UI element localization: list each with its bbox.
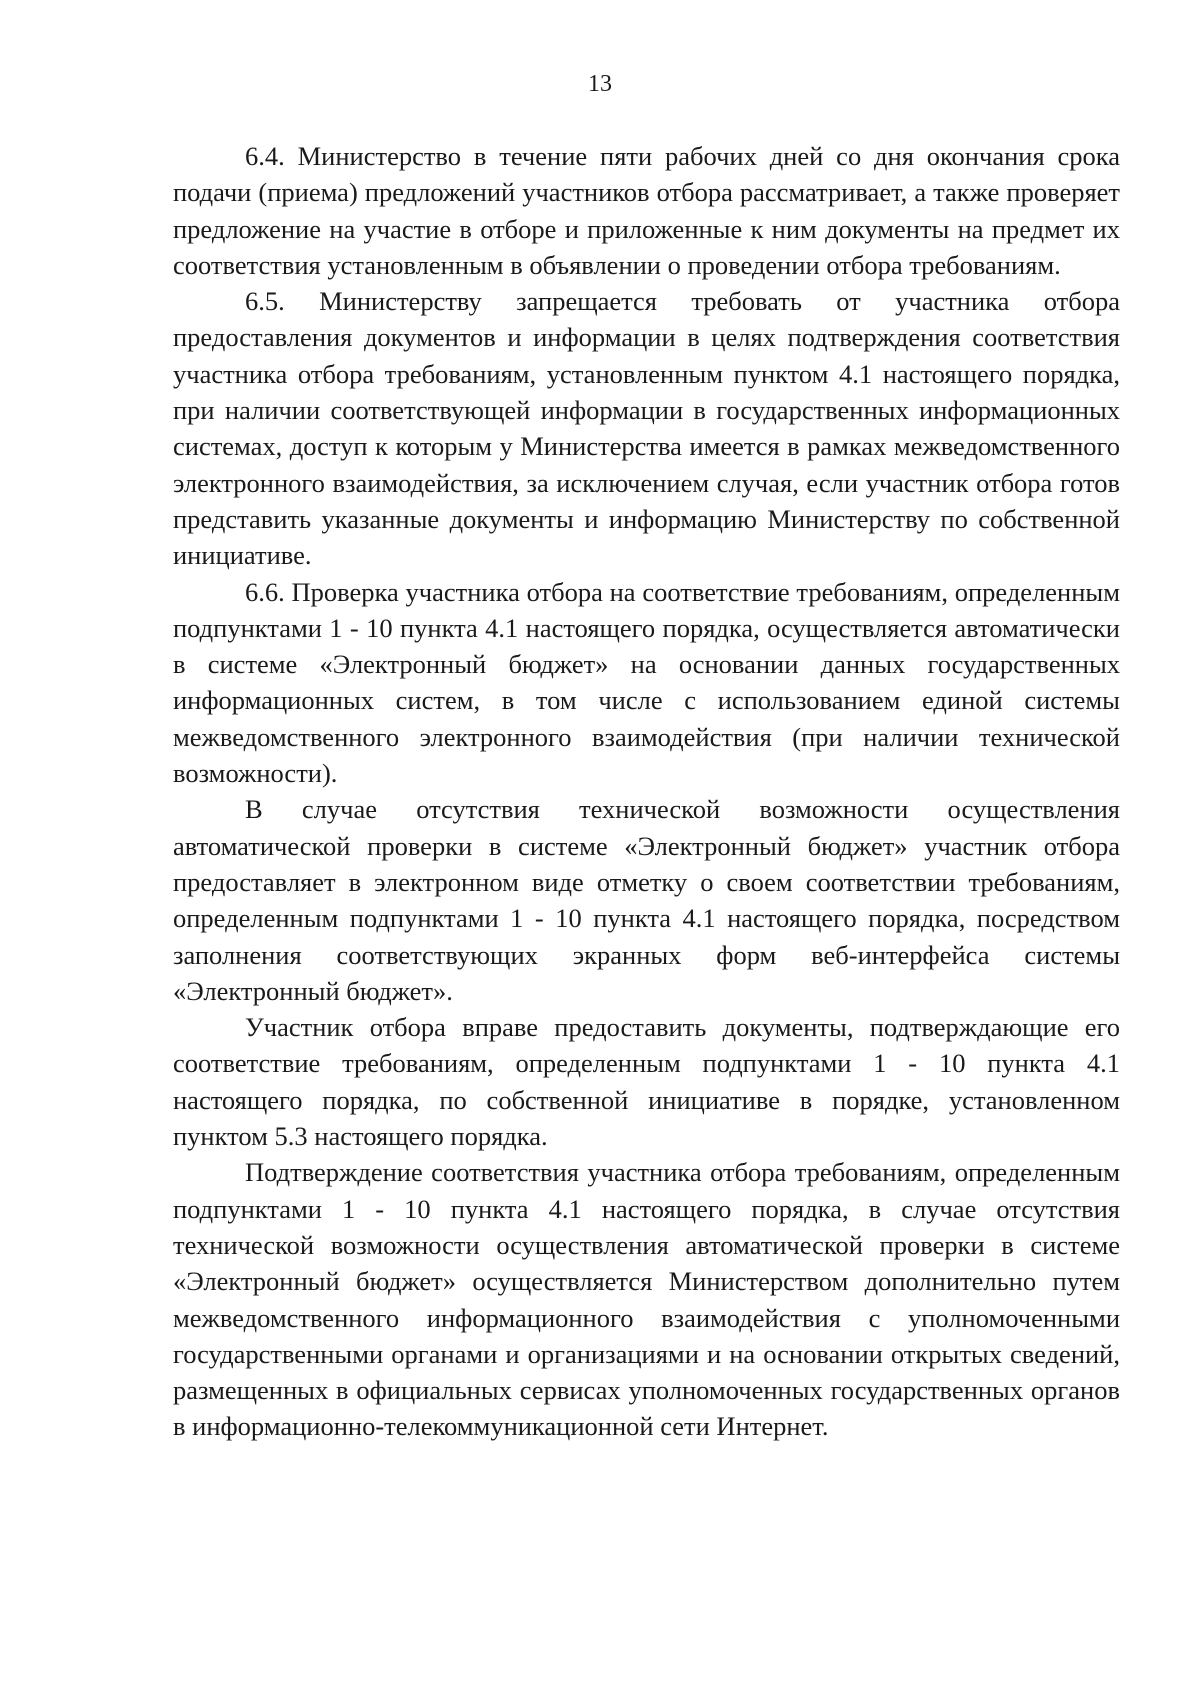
paragraph-6-4: 6.4. Министерство в течение пяти рабочих дней со дня окончания срока подачи (приема) предложений участников отбора рассматривает, а также проверяет предложение на участие в отборе и приложенные к ним документы на предмет их соответствия установленным в объявлении о проведении отбора требованиям. xyxy=(173,141,1120,280)
document-body xyxy=(173,138,1120,1445)
paragraph-6-6: 6.6. Проверка участника отбора на соответствие требованиям, определенным подпунктами 1 - 10 пункта 4.1 настоящего порядка, осуществляется автоматически в системе «Электронный бюджет» на основании данных государственных информационных систем, в том числе с использованием единой системы межведомственного электронного взаимодействия (при наличии технической возможности). xyxy=(173,576,1120,789)
paragraph-no-technical-possibility: В случае отсутствия технической возможности осуществления автоматической проверки в системе «Электронный бюджет» участник отбора предоставляет в электронном виде отметку о своем соответствии требованиям, определенным подпунктами 1 - 10 пункта 4.1 настоящего порядка, посредством заполнения соответствующих экранных форм веб-интерфейса системы «Электронный бюджет». xyxy=(173,794,1120,1006)
paragraph-participant-documents: Участник отбора вправе предоставить документы, подтверждающие его соответствие требованиям, определенным подпунктами 1 - 10 пункта 4.1 настоящего порядка, по собственной инициативе в порядке, установленном пунктом 5.3 настоящего порядка. xyxy=(173,1012,1120,1152)
paragraph-confirmation: Подтверждение соответствия участника отбора требованиям, определенным подпунктами 1 - 10 пункта 4.1 настоящего порядка, в случае отсутствия технической возможности осуществления автоматической проверки в системе «Электронный бюджет» осуществляется Министерством дополнительно путем межведомственного информационного взаимодействия с уполномоченными государственными органами и организациями и на основании открытых сведений, размещенных в официальных сервисах уполномоченных государственных органов в информационно-телекоммуникационной сети Интернет. xyxy=(173,1157,1120,1442)
page-number: 13 xyxy=(588,71,612,97)
paragraph-6-5: 6.5. Министерству запрещается требовать от участника отбора предоставления документов и информации в целях подтверждения соответствия участника отбора требованиям, установленным пунктом 4.1 настоящего порядка, при наличии соответствующей информации в государственных информационных системах, доступ к которым у Министерства имеется в рамках межведомственного электронного взаимодействия, за исключением случая, если участник отбора готов представить указанные документы и информацию Министерству по собственной инициативе. xyxy=(173,286,1120,571)
